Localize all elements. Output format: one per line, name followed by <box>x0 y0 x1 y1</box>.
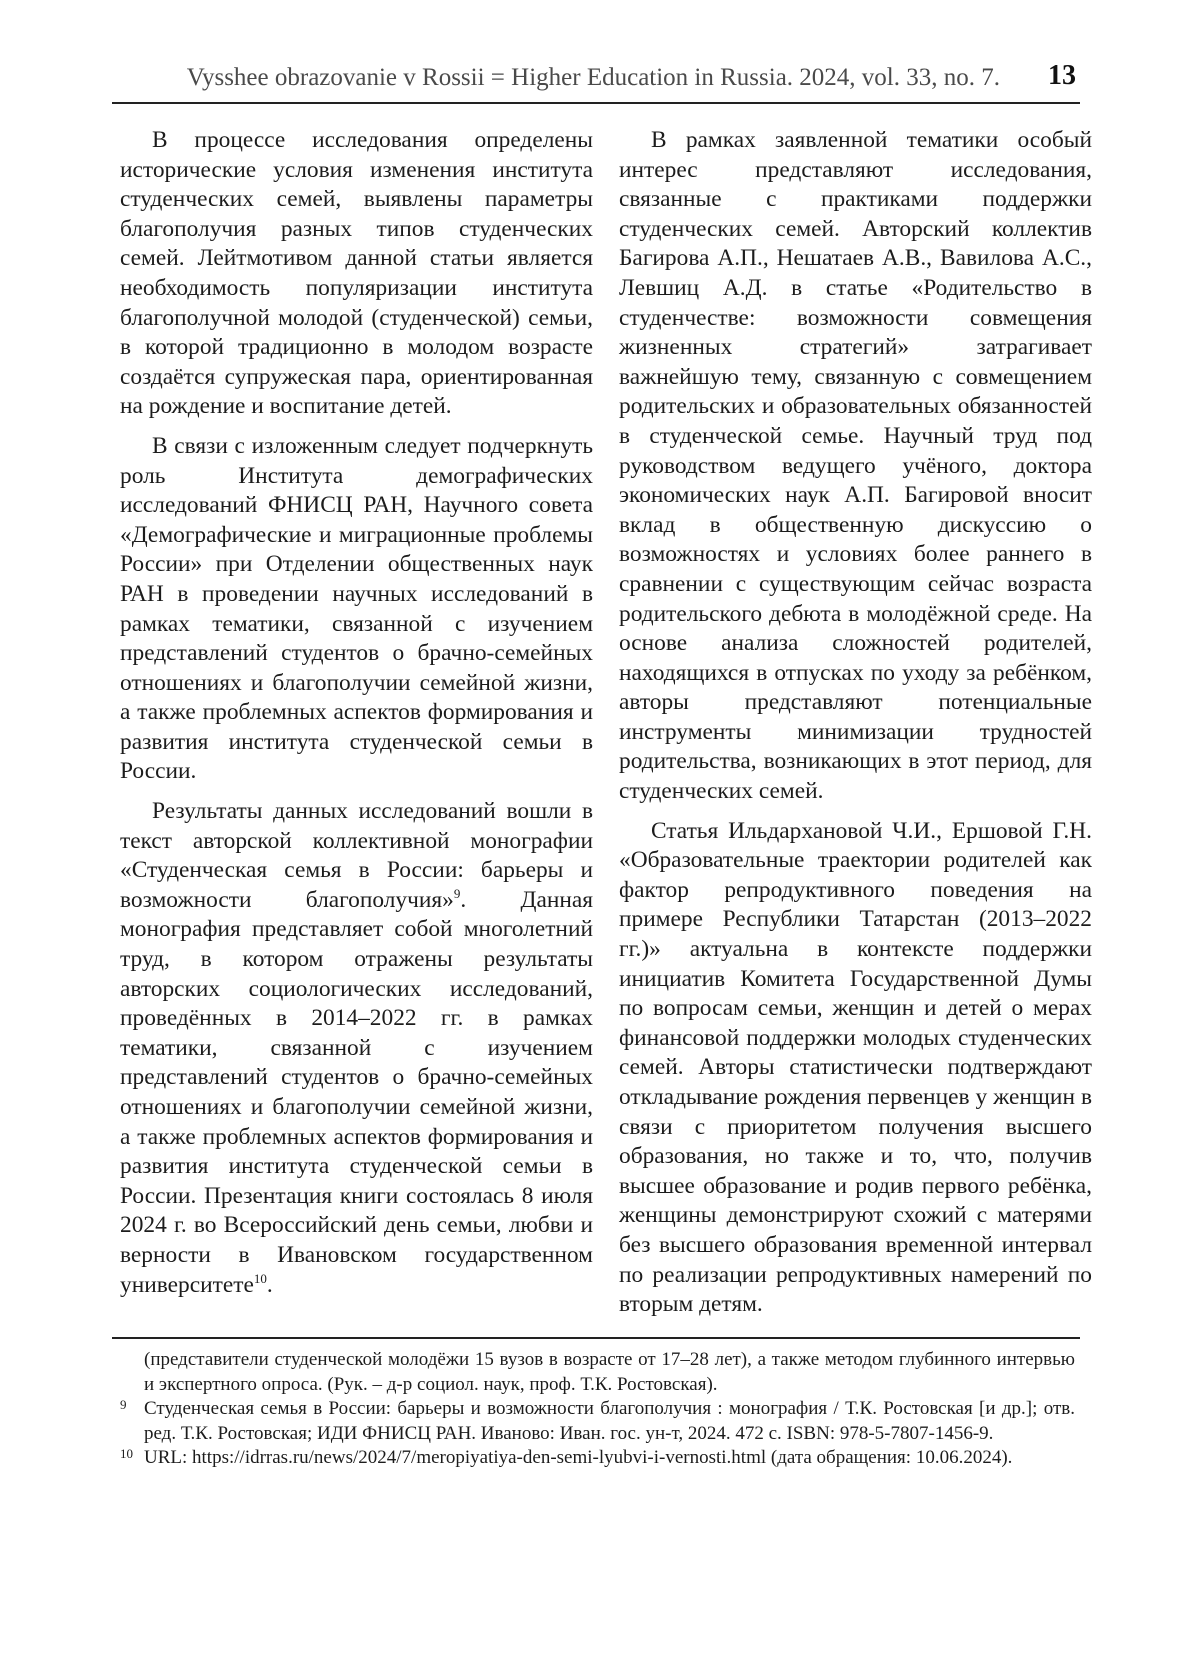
paragraph: Статья Ильдархановой Ч.И., Ершовой Г.Н. «Образовательные траектории родителей как фактор репродуктивного поведения на примере Республики Татарстан (2013–2022 гг.)» актуальна в контексте поддержки инициатив Комитета Государственной Думы по вопросам семьи, женщин и детей о мерах финансовой поддержки молодых студенческих семей. Авторы статистически подтверждают откладывание рождения первенцев у женщин в связи с приоритетом получения высшего образования, но также и то, что, получив высшее образование и родив первого ребёнка, женщины демонстрируют схожий с матерями без высшего образования временной интервал по реализации репродуктивных намерений по вторым детям. <box>619 817 1092 1318</box>
paragraph: В рамках заявленной тематики особый интерес представляют исследования, связанные с практиками поддержки студенческих семей. Авторский коллектив Багирова А.П., Нешатаев А.В., Вавилова А.С., Левшиц А.Д. в статье «Родительство в студенчестве: возможности совмещения жизненных стратегий» затрагивает важнейшую тему, связанную с совмещением родительских и образовательных обязанностей в студенческой семье. Научный труд под руководством ведущего учёного, доктора экономических наук А.П. Багировой вносит вклад в общественную дискуссию о возможностях и условиях более раннего в сравнении с существующим сейчас возраста родительского дебюта в молодёжной среде. На основе анализа сложностей родителей, находящихся в отпусках по уходу за ребёнком, авторы представляют потенциальные инструменты минимизации трудностей родительства, возникающих в этот период, для студенческих семей. <box>619 127 1092 805</box>
footnote-continued: (представители студенческой молодёжи 15 вузов в возрасте от 17–28 лет), а также методом глубинного интервью и экспертного опроса. (Рук. – д-р социол. наук, проф. Т.К. Ростовская). <box>144 1349 1075 1395</box>
footnote-text: Студенческая семья в России: барьеры и возможности благополучия : монография / Т.К. Ростовская [и др.]; отв. ред. Т.К. Ростовская; ИДИ ФНИСЦ РАН. Иваново: Иван. гос. ун-т, 2024. 472 с. ISBN: 978-5-7807-1456-9. <box>144 1398 1075 1444</box>
footnote-text[interactable]: URL: https://idrras.ru/news/2024/7/meropiyatiya-den-semi-lyubvi-i-vernosti.html (дата обращения: 10.06.2024). <box>144 1447 1013 1468</box>
paragraph: В процессе исследования определены исторические условия изменения института студенческих семей, выявлены параметры благополучия разных типов студенческих семей. Лейтмотивом данной статьи является необходимость популяризации института благополучной молодой (студенческой) семьи, в которой традиционно в молодом возрасте создаётся супружеская пара, ориентированная на рождение и воспитание детей. <box>120 127 593 420</box>
footnote-mark: 9 <box>120 1397 127 1412</box>
running-header <box>112 58 1080 104</box>
footnote-10 <box>120 1446 1075 1471</box>
left-column <box>120 126 593 1310</box>
footnote-9 <box>120 1397 1075 1446</box>
paragraph: В связи с изложенным следует подчеркнуть роль Института демографических исследований ФНИСЦ РАН, Научного совета «Демографические и миграционные проблемы России» при Отделении общественных наук РАН в проведении научных исследований в рамках тематики, связанной с изучением представлений студентов о брачно-семейных отношениях и благополучии семейной жизни, а также проблемных аспектов формирования и развития института студенческой семьи в России. <box>120 432 593 785</box>
paragraph-text: . <box>266 1271 273 1298</box>
footnote-divider <box>112 1337 1080 1339</box>
footnotes <box>120 1348 1075 1471</box>
right-column <box>619 126 1092 1330</box>
footnote-ref-9[interactable]: 9 <box>453 885 461 901</box>
paragraph <box>120 797 593 1300</box>
footnote-mark: 10 <box>120 1446 133 1461</box>
page-number: 13 <box>1048 60 1076 91</box>
journal-citation: Vysshee obrazovanie v Rossii = Higher Education in Russia. 2024, vol. 33, no. 7. <box>186 64 1000 91</box>
footnote-ref-10[interactable]: 10 <box>253 1270 267 1286</box>
paragraph-text: Результаты данных исследований вошли в текст авторской коллективной монографии «Студенческая семья в России: барьеры и возможности благополучия» <box>120 798 593 913</box>
paragraph-text: . Данная монография представляет собой многолетний труд, в котором отражены результаты авторских социологических исследований, проведённых в 2014–2022 гг. в рамках тематики, связанной с изучением представлений студентов о брачно-семейных отношениях и благополучии семейной жизни, а также проблемных аспектов формирования и развития института студенческой семьи в России. Презентация книги состоялась 8 июля 2024 г. во Всероссийский день семьи, любви и верности в Ивановском государственном университете <box>120 886 593 1298</box>
